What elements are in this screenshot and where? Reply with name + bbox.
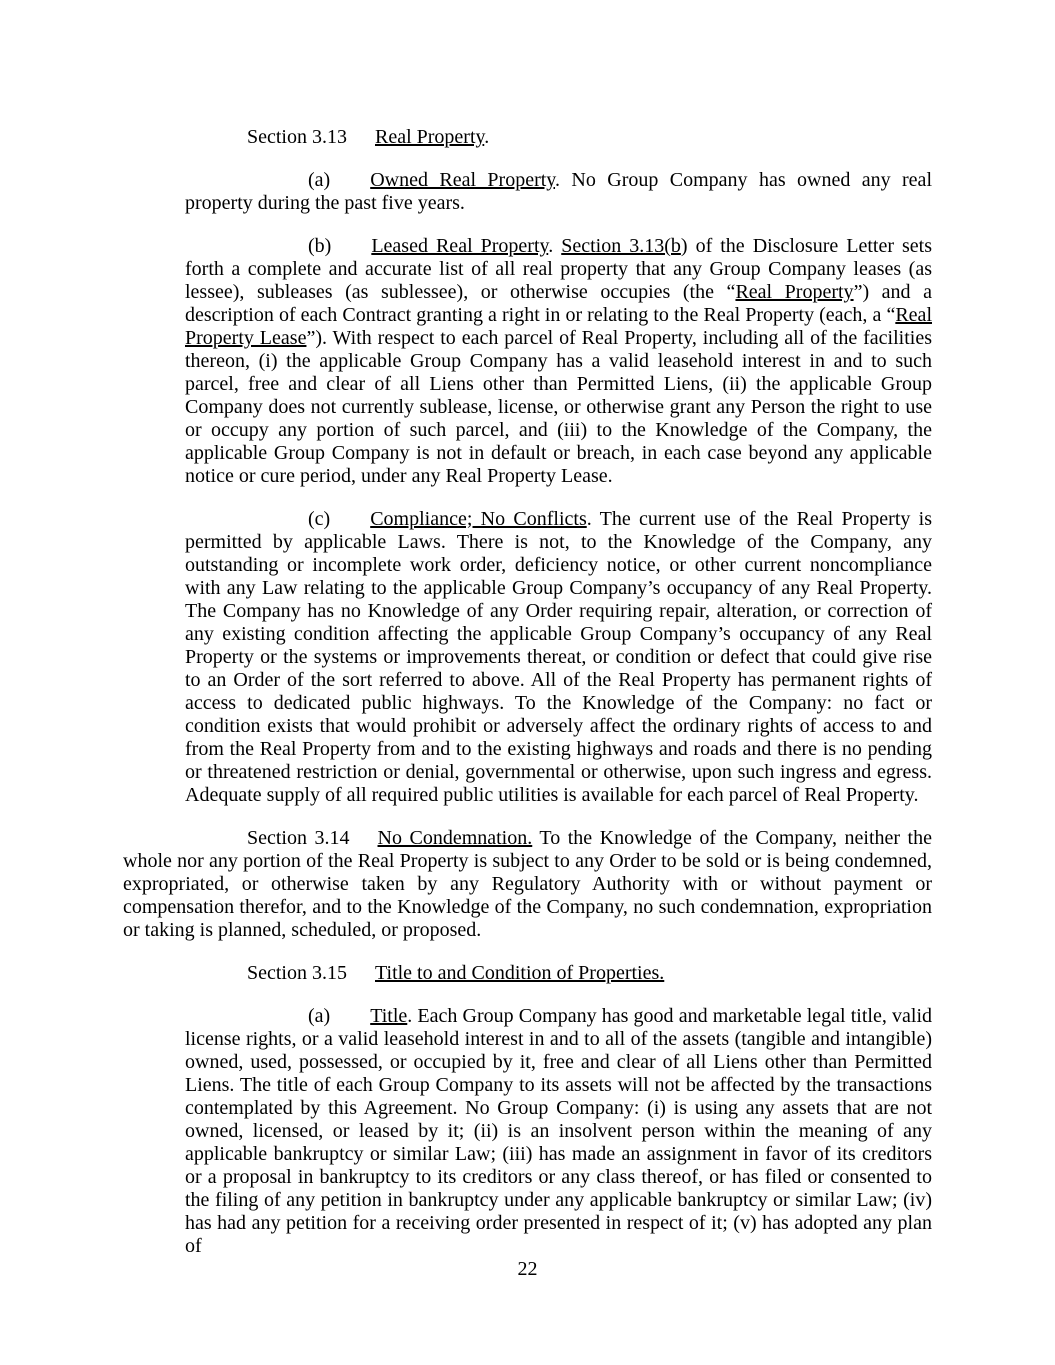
text-run: . No Group Company has owned any real property during the past five years. bbox=[185, 169, 932, 214]
paragraph bbox=[123, 126, 932, 149]
page-footer bbox=[0, 1258, 1055, 1281]
text-run: ”). With respect to each parcel of Real Property, including all of the facilities thereon, (i) the applicable Group Company has a valid leasehold interest in and to such parcel, free and clear of all Liens other than Permitted Liens, (ii) the applicable Group Company does not currently sublease, license, or otherwise grant any Person the right to use or occupy any portion of such parcel, and (iii) to the Knowledge of the Company, the applicable Group Company is not in default or breach, in each case beyond any applicable notice or cure period, under any Real Property Lease. bbox=[185, 327, 932, 487]
paragraph bbox=[185, 1005, 932, 1258]
paragraph bbox=[185, 235, 932, 488]
underlined-text: Real Property Lease bbox=[185, 304, 932, 349]
paragraph-marker: (a) bbox=[308, 169, 331, 191]
paragraph-marker: Section 3.13 bbox=[247, 126, 347, 148]
document-body bbox=[123, 126, 932, 1258]
underlined-text: Section 3.13(b bbox=[561, 235, 681, 257]
paragraph-marker: (b) bbox=[308, 235, 332, 257]
underlined-text: Real Property bbox=[375, 126, 485, 148]
text-run: . bbox=[548, 235, 562, 257]
text-run: . Each Group Company has good and marketable legal title, valid license rights, or a valid leasehold interest in and to all of the assets (tangible and intangible) owned, used, possessed, or occupied by it, free and clear of all Liens other than Permitted Liens. The title of each Group Company to its assets will not be affected by the transactions contemplated by this Agreement. No Group Company: (i) is using any assets that are not owned, licensed, or leased by it; (ii) is an insolvent person within the meaning of any applicable bankruptcy or similar Law; (iii) has made an assignment in favor of its creditors or a proposal in bankruptcy to its creditors or any class thereof, or has filed or consented to the filing of any petition in bankruptcy under any applicable bankruptcy or similar Law; (iv) has had any petition for a receiving order presented in respect of it; (v) has adopted any plan of bbox=[185, 1005, 932, 1257]
paragraph-marker: (c) bbox=[308, 508, 331, 530]
paragraph bbox=[185, 169, 932, 215]
underlined-text: Title to and Condition of Properties. bbox=[375, 962, 665, 984]
underlined-text: Leased Real Property bbox=[371, 235, 549, 257]
paragraph bbox=[123, 962, 932, 985]
underlined-text: Owned Real Property bbox=[370, 169, 556, 191]
paragraph bbox=[123, 827, 932, 942]
text-run: ”) and a description of each Contract granting a right in or relating to the Real Property (each, a “ bbox=[185, 281, 933, 326]
text-run: . bbox=[484, 126, 490, 148]
paragraph-marker: (a) bbox=[308, 1005, 331, 1027]
text-run: . The current use of the Real Property is permitted by applicable Laws. There is not, to the Knowledge of the Company, any outstanding or incomplete work order, deficiency notice, or other current noncompliance with any Law relating to the applicable Group Company’s occupancy of any Real Property. The Company has no Knowledge of any Order requiring repair, alteration, or correction of any existing condition affecting the applicable Group Company’s occupancy of any Real Property or the systems or improvements thereat, or condition or defect that could give rise to an Order of the sort referred to above. All of the Real Property has permanent rights of access to dedicated public highways. To the Knowledge of the Company: no fact or condition exists that would prohibit or adversely affect the ordinary rights of access to and from the Real Property from and to the existing highways and roads and there is no pending or threatened restriction or denial, governmental or otherwise, upon such ingress and egress. Adequate supply of all required public utilities is available for each parcel of Real Property. bbox=[185, 508, 932, 806]
underlined-text: Compliance; No Conflicts bbox=[370, 508, 587, 530]
text-run: To the Knowledge of the Company, neither the whole nor any portion of the Real Property is subject to any Order to be sold or is being condemned, expropriated, or otherwise taken by any Regulatory Authority with or without payment or compensation therefor, and to the Knowledge of the Company, no such condemnation, expropriation or taking is planned, scheduled, or proposed. bbox=[123, 827, 932, 941]
paragraph-marker: Section 3.14 bbox=[247, 827, 350, 849]
underlined-text: Title bbox=[370, 1005, 408, 1027]
paragraph bbox=[185, 508, 932, 807]
page-number: 22 bbox=[517, 1258, 538, 1280]
paragraph-marker: Section 3.15 bbox=[247, 962, 347, 984]
underlined-text: No Condemnation. bbox=[377, 827, 533, 849]
underlined-text: Real Property bbox=[735, 281, 854, 303]
text-run: ) of the Disclosure Letter sets forth a complete and accurate list of all real property that any Group Company leases (as lessee), subleases (as sublessee), or otherwise occupies (the “ bbox=[185, 235, 933, 303]
